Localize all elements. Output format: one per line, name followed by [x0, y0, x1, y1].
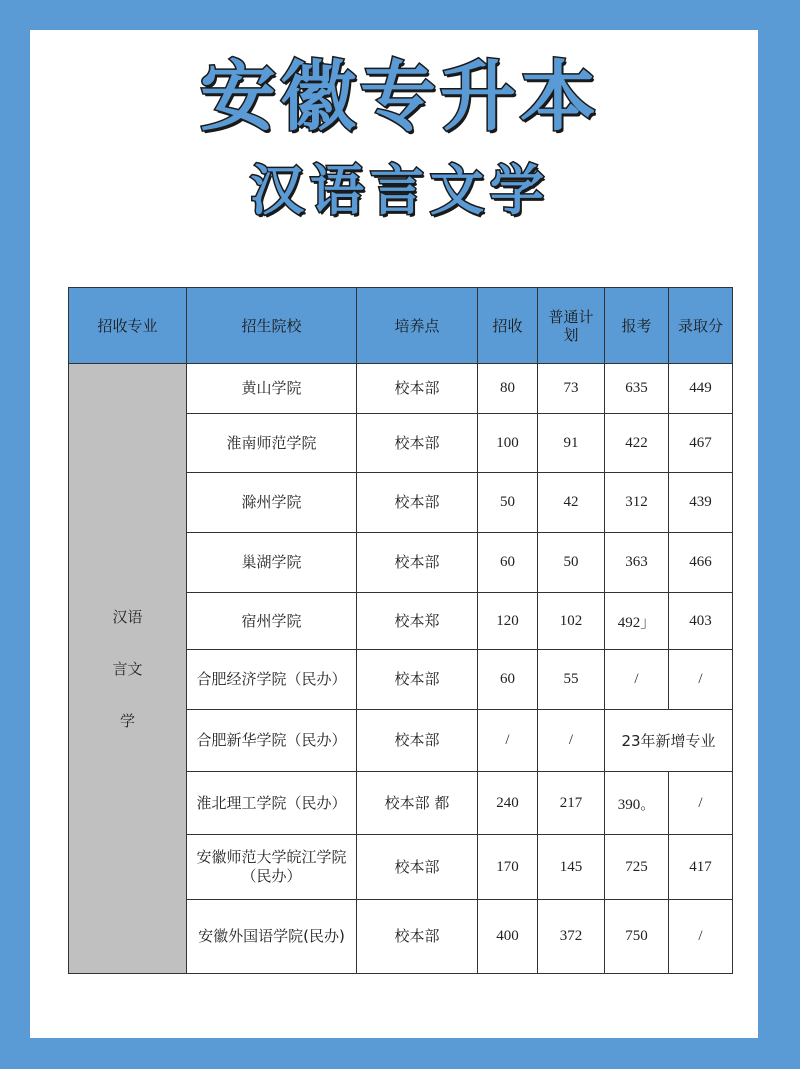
recruit-cell: 170 [478, 835, 538, 900]
school-cell: 安徽外国语学院(民办) [187, 900, 357, 974]
score-cell: 439 [669, 473, 733, 533]
score-cell: 449 [669, 364, 733, 414]
applied-cell: 422 [605, 414, 669, 473]
site-cell: 校本部 [357, 835, 478, 900]
recruit-cell: 80 [478, 364, 538, 414]
table-header-row [69, 288, 733, 364]
applied-cell: / [605, 650, 669, 710]
score-cell: / [669, 900, 733, 974]
page-subtitle: 汉语言文学 [250, 159, 550, 222]
site-cell: 校本部 [357, 414, 478, 473]
applied-cell: 725 [605, 835, 669, 900]
plan-cell: 145 [538, 835, 605, 900]
header-major: 招收专业 [69, 288, 187, 364]
site-cell: 校本部 [357, 473, 478, 533]
plan-cell: 372 [538, 900, 605, 974]
new-major-note: 23年新增专业 [605, 710, 733, 772]
applied-cell: 363 [605, 533, 669, 593]
recruit-cell: 120 [478, 593, 538, 650]
score-cell: 466 [669, 533, 733, 593]
recruit-cell: 100 [478, 414, 538, 473]
recruit-cell: 240 [478, 772, 538, 835]
site-cell: 校本部 [357, 900, 478, 974]
recruit-cell: 60 [478, 533, 538, 593]
site-cell: 校本郑 [357, 593, 478, 650]
plan-cell: 102 [538, 593, 605, 650]
applied-cell: 312 [605, 473, 669, 533]
site-cell: 校本部 都 [357, 772, 478, 835]
site-cell: 校本部 [357, 533, 478, 593]
admission-table [68, 287, 733, 974]
school-cell: 淮北理工学院（民办） [187, 772, 357, 835]
header-recruit: 招收 [478, 288, 538, 364]
major-label: 汉语言文学 [112, 607, 143, 730]
school-cell: 安徽师范大学皖江学院（民办） [187, 835, 357, 900]
school-cell: 合肥新华学院（民办） [187, 710, 357, 772]
school-cell: 合肥经济学院（民办） [187, 650, 357, 710]
site-cell: 校本部 [357, 710, 478, 772]
school-cell: 巢湖学院 [187, 533, 357, 593]
site-cell: 校本部 [357, 364, 478, 414]
plan-cell: / [538, 710, 605, 772]
school-cell: 滁州学院 [187, 473, 357, 533]
score-cell: / [669, 772, 733, 835]
plan-cell: 91 [538, 414, 605, 473]
recruit-cell: / [478, 710, 538, 772]
school-cell: 宿州学院 [187, 593, 357, 650]
school-cell: 黄山学院 [187, 364, 357, 414]
applied-cell: 390。 [605, 772, 669, 835]
applied-cell: 492」 [605, 593, 669, 650]
applied-cell: 750 [605, 900, 669, 974]
plan-cell: 73 [538, 364, 605, 414]
score-cell: 467 [669, 414, 733, 473]
page-title: 安徽专升本 [200, 52, 600, 141]
recruit-cell: 50 [478, 473, 538, 533]
applied-cell: 635 [605, 364, 669, 414]
plan-cell: 42 [538, 473, 605, 533]
header-site: 培养点 [357, 288, 478, 364]
header-plan: 普通计划 [538, 288, 605, 364]
plan-cell: 50 [538, 533, 605, 593]
header-school: 招生院校 [187, 288, 357, 364]
plan-cell: 55 [538, 650, 605, 710]
site-cell: 校本部 [357, 650, 478, 710]
table-row [69, 364, 733, 414]
major-cell [69, 364, 187, 974]
score-cell: 403 [669, 593, 733, 650]
school-cell: 淮南师范学院 [187, 414, 357, 473]
recruit-cell: 60 [478, 650, 538, 710]
header-score: 录取分 [669, 288, 733, 364]
recruit-cell: 400 [478, 900, 538, 974]
header-applied: 报考 [605, 288, 669, 364]
plan-cell: 217 [538, 772, 605, 835]
score-cell: 417 [669, 835, 733, 900]
score-cell: / [669, 650, 733, 710]
